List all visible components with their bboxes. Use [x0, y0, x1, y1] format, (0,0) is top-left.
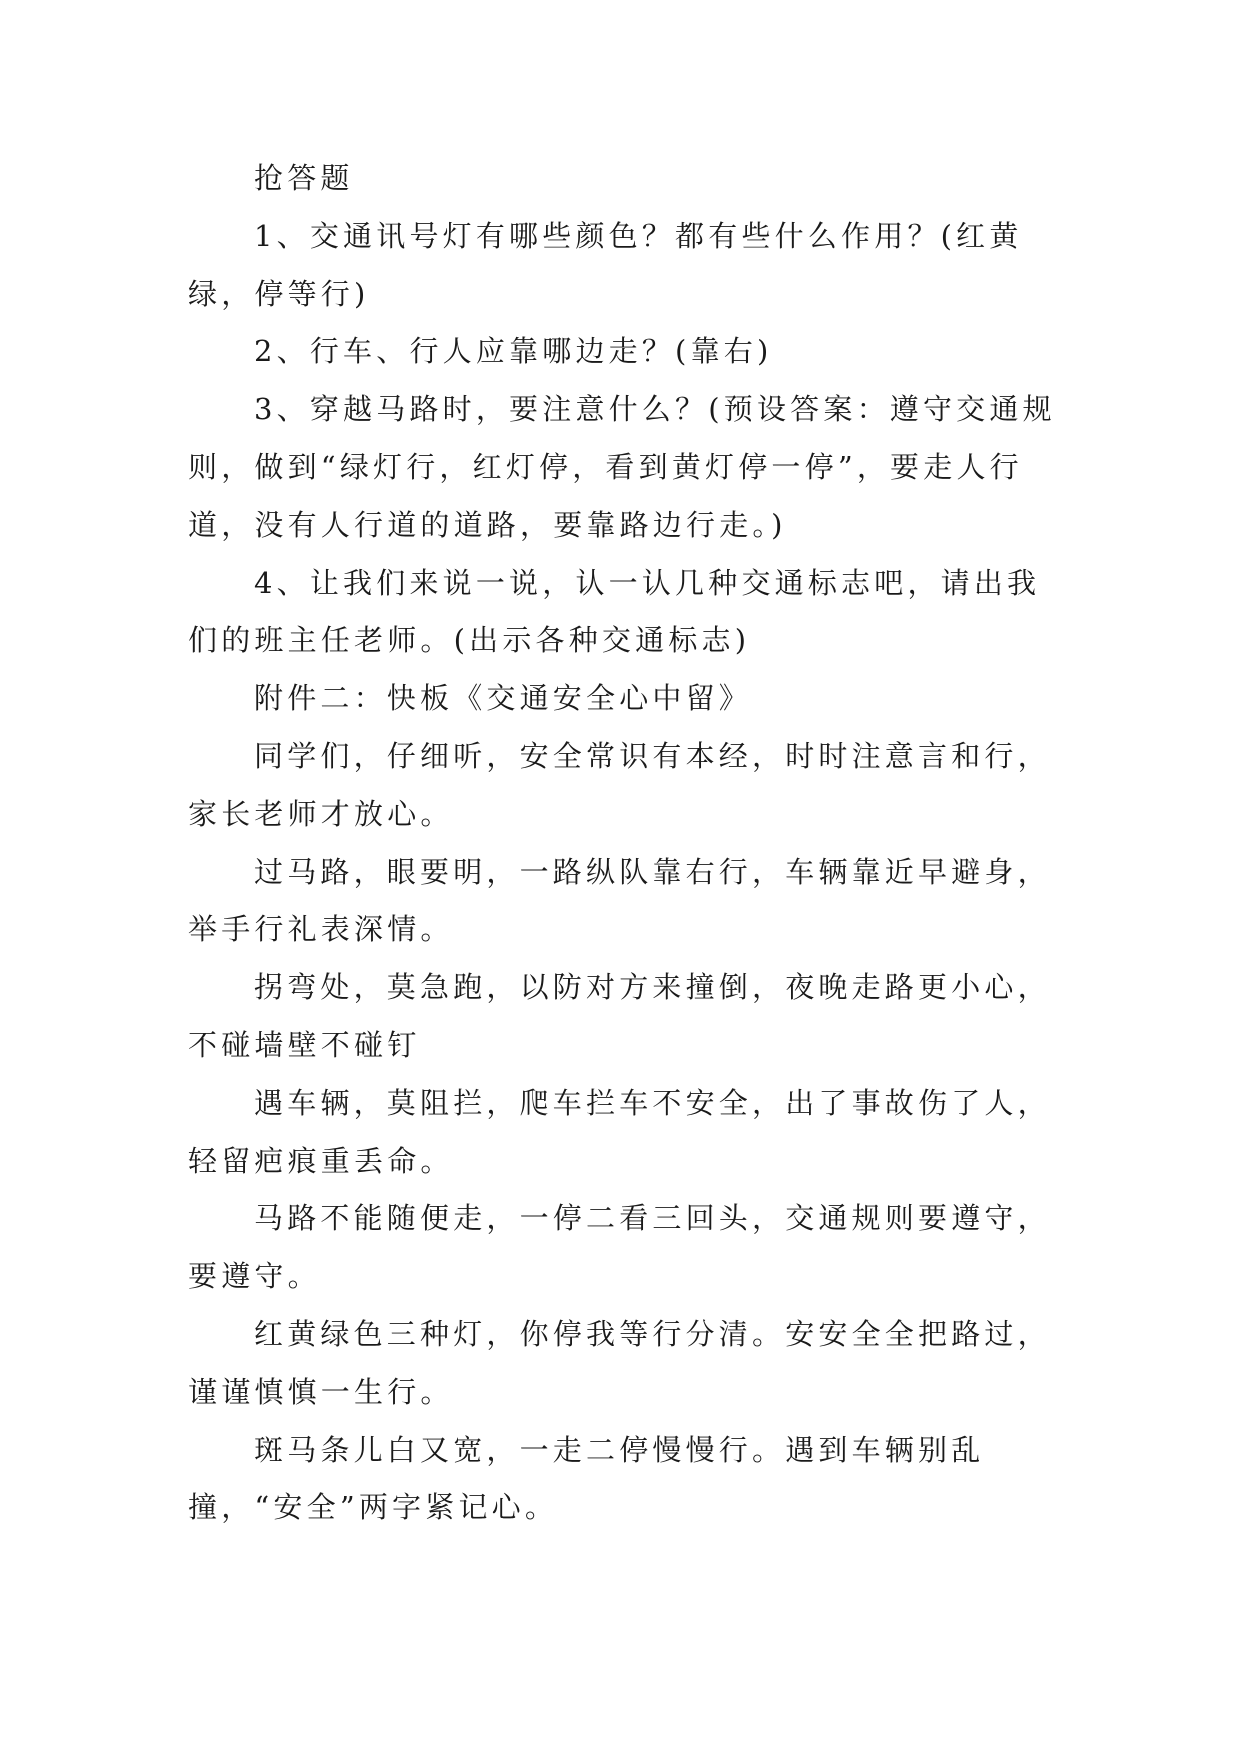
verse-6: 红黄绿色三种灯，你停我等行分清。安安全全把路过，谨谨慎慎一生行。 [188, 1316, 1051, 1409]
question-3: 3、穿越马路时，要注意什么？(预设答案：遵守交通规则，做到“绿灯行，红灯停，看到黄灯停一停”，要走人行道，没有人行道的道路，要靠路边行走。) [188, 392, 1056, 542]
document-page [188, 150, 1068, 1537]
verse-7: 斑马条儿白又宽，一走二停慢慢行。遇到车辆别乱撞，“安全”两字紧记心。 [188, 1432, 985, 1525]
verse-1: 同学们，仔细听，安全常识有本经，时时注意言和行，家长老师才放心。 [188, 738, 1051, 831]
verse-3: 拐弯处，莫急跑，以防对方来撞倒，夜晚走路更小心，不碰墙壁不碰钉 [188, 970, 1051, 1062]
question-1: 1、交通讯号灯有哪些颜色？都有些什么作用？(红黄绿，停等行) [188, 218, 1023, 311]
verse-5: 马路不能随便走，一停二看三回头，交通规则要遵守，要遵守。 [188, 1201, 1051, 1294]
question-4: 4、让我们来说一说，认一认几种交通标志吧，请出我们的班主任老师。(出示各种交通标志) [188, 565, 1041, 658]
heading-quiz: 抢答题 [254, 161, 354, 195]
appendix-title: 附件二：快板《交通安全心中留》 [254, 681, 753, 716]
question-2: 2、行车、行人应靠哪边走？(靠右) [254, 334, 773, 369]
verse-4: 遇车辆，莫阻拦，爬车拦车不安全，出了事故伤了人，轻留疤痕重丢命。 [188, 1085, 1051, 1178]
verse-2: 过马路，眼要明，一路纵队靠右行，车辆靠近早避身，举手行礼表深情。 [188, 854, 1051, 947]
